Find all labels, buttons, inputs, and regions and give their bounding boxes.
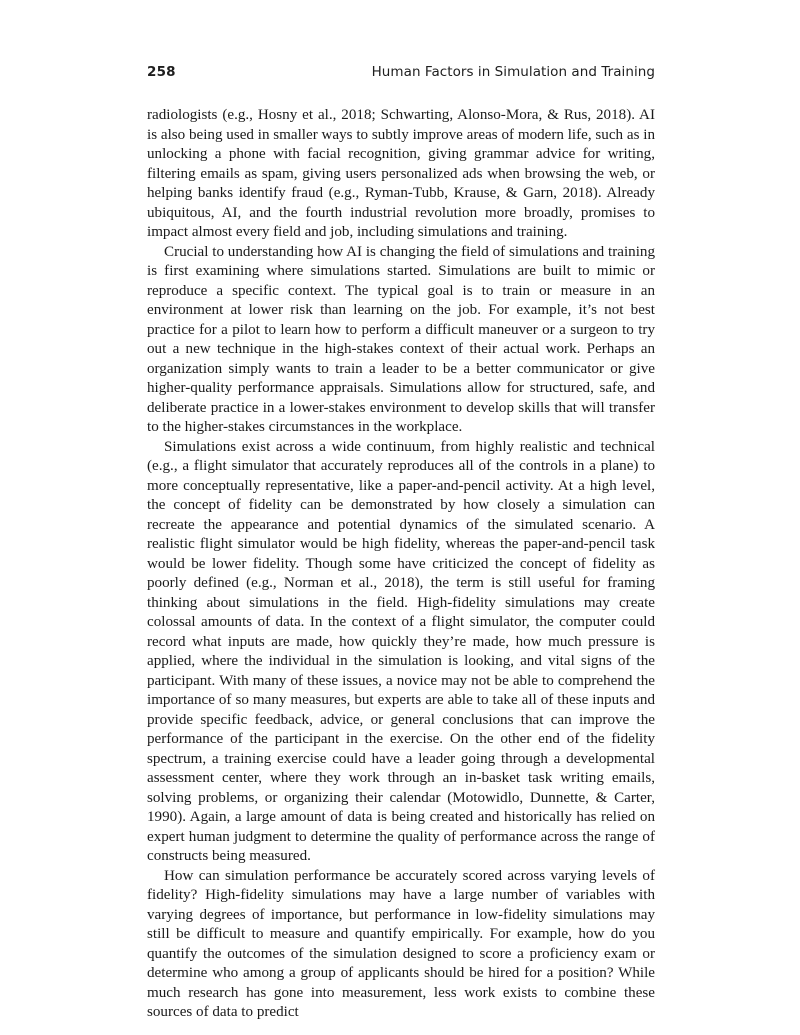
running-title: Human Factors in Simulation and Training [371, 64, 655, 80]
paragraph-fidelity-continuum: Simulations exist across a wide continuum, from highly realistic and technical (e.g., a flight simulator that accurately reproduces all of the controls in a plane) to more conceptually representative, like a paper-and-pencil activity. At a high level, the concept of fidelity can be demonstrated by how closely a simulation can recreate the appearance and potential dynamics of the simulated scenario. A realistic flight simulator would be high fidelity, whereas the paper-and-pencil task would be lower fidelity. Though some have criticized the concept of fidelity as poorly defined (e.g., Norman et al., 2018), the term is still useful for framing thinking about simulations in the field. High-fidelity simulations may create colossal amounts of data. In the context of a flight simulator, the computer could record what inputs are made, how quickly they’re made, how much pressure is applied, where the individual in the simulation is looking, and vital signs of the participant. With many of these issues, a novice may not be able to comprehend the importance of so many measures, but experts are able to take all of these inputs and provide specific feedback, advice, or general conclusions that can improve the performance of the participant in the exercise. On the other end of the fidelity spectrum, a training exercise could have a leader going through a developmental assessment center, where they work through an in-basket task writing emails, solving problems, or organizing their calendar (Motowidlo, Dunnette, & Carter, 1990). Again, a large amount of data is being created and historically has relied on expert human judgment to determine the quality of performance across the range of constructs being measured. [147, 438, 655, 864]
paragraph-scoring-performance: How can simulation performance be accurately scored across varying levels of fidelity? High-fidelity simulations may have a large number of variables with varying degrees of importance, but performance in low-fidelity simulations may still be difficult to measure and quantify empirically. For example, how do you quantify the outcomes of the simulation designed to score a proficiency exam or determine who among a group of applicants should be hired for a position? While much research has gone into measurement, less work exists to combine these sources of data to predict [147, 867, 655, 1020]
body-text [147, 106, 655, 1023]
page-number: 258 [147, 64, 176, 80]
paragraph-continued: radiologists (e.g., Hosny et al., 2018; Schwarting, Alonso-Mora, & Rus, 2018). AI is also being used in smaller ways to subtly improve areas of modern life, such as in unlocking a phone with facial recognition, giving grammar advice for writing, filtering emails as spam, giving users personalized ads when browsing the web, or helping banks identify fraud (e.g., Ryman-Tubb, Krause, & Garn, 2018). Already ubiquitous, AI, and the fourth industrial revolution more broadly, promises to impact almost every field and job, including simulations and training. [147, 107, 655, 240]
running-header [147, 64, 655, 86]
paragraph-simulations-origin: Crucial to understanding how AI is changing the field of simulations and training is first examining where simulations started. Simulations are built to mimic or reproduce a specific context. The typical goal is to train or measure in an environment at lower risk than learning on the job. For example, it’s not best practice for a pilot to learn how to perform a difficult maneuver or a surgeon to try out a new technique in the high-stakes context of their actual work. Perhaps an organization simply wants to train a leader to be a better communicator or give higher-quality performance appraisals. Simulations allow for structured, safe, and deliberate practice in a lower-stakes environment to develop skills that will transfer to the higher-stakes circumstances in the workplace. [147, 243, 655, 435]
